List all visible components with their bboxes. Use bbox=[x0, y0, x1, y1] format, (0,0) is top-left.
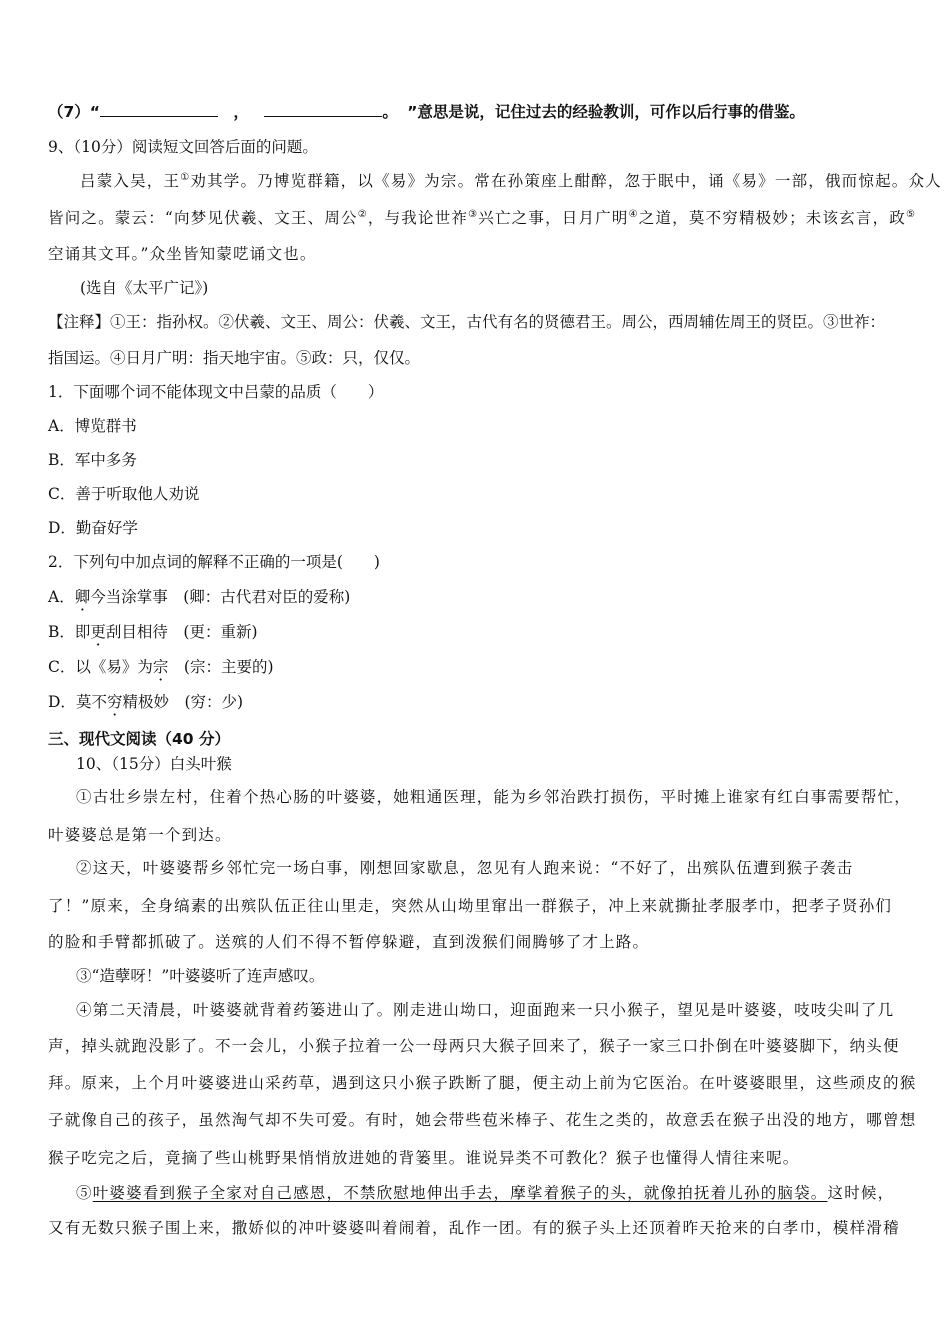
para-3: ③“造孽呀！”叶婆婆听了连声感叹。 bbox=[76, 967, 325, 985]
para-4-line-2: 声，掉头就跑没影了。不一会儿，小猴子拉着一公一母两只大猴子回来了，猴子一家三口扑倒在叶婆婆脚下，纳头便 bbox=[48, 1037, 900, 1055]
q9-sub1-option-c[interactable]: C．善于听取他人劝说 bbox=[48, 485, 200, 503]
para-1-line-2: 叶婆婆总是第一个到达。 bbox=[48, 826, 232, 844]
option-post: 刮目相待 (更：重新) bbox=[105, 623, 258, 641]
q9-sub2-option-b[interactable] bbox=[48, 622, 258, 642]
dotted-word: 宗 bbox=[152, 658, 169, 676]
q9-sub1-option-b[interactable]: B．军中多务 bbox=[48, 451, 137, 469]
q7-suffix: ”意思是说，记住过去的经验教训，可作以后行事的借鉴。 bbox=[407, 103, 805, 121]
option-pre: 以《易》为 bbox=[75, 658, 153, 676]
note-mark-2: ② bbox=[357, 209, 368, 220]
q7-period: 。 bbox=[382, 103, 398, 121]
q9-sub2-question: 2．下列句中加点词的解释不正确的一项是( ) bbox=[48, 553, 380, 571]
para-5-mark: ⑤ bbox=[76, 1184, 93, 1202]
note-mark-1: ① bbox=[180, 172, 191, 183]
q9-heading: 9、（10分）阅读短文回答后面的问题。 bbox=[48, 138, 318, 156]
option-letter: B． bbox=[48, 623, 75, 641]
note-mark-3: ③ bbox=[468, 209, 479, 220]
passage-text: 吕蒙入吴，王 bbox=[80, 172, 181, 190]
passage-text: 劝其学。乃博览群籍，以《易》为宗。常在孙策座上酣醉，忽于眠中，诵《易》一部，俄而惊起。众人 bbox=[190, 172, 942, 190]
option-letter: D． bbox=[48, 693, 76, 711]
dotted-word: 卿 bbox=[74, 588, 91, 606]
para-5-rest: 这时候， bbox=[827, 1184, 895, 1202]
option-letter: A． bbox=[48, 588, 75, 606]
dotted-word: 穷 bbox=[106, 693, 123, 711]
passage-text: 皆问之。蒙云：“向梦见伏羲、文王、周公 bbox=[48, 209, 358, 227]
option-post: 精极妙 (穷：少) bbox=[122, 693, 244, 711]
q9-notes-line-1: 【注释】①王：指孙权。②伏羲、文王、周公：伏羲、文王，古代有名的贤德君王。周公，西周辅佐周王的贤臣。③世祚： bbox=[48, 313, 886, 331]
para-2-line-1: ②这天，叶婆婆帮乡邻忙完一场白事，刚想回家歇息，忽见有人跑来说：“不好了，出殡队伍遭到猴子袭击 bbox=[76, 859, 854, 877]
passage-text: 兴亡之事，日月广明 bbox=[478, 209, 629, 227]
q7-blank-2[interactable] bbox=[264, 102, 382, 117]
note-mark-4: ④ bbox=[628, 209, 639, 220]
option-post: 今当涂掌事 (卿：古代君对臣的爱称) bbox=[90, 588, 351, 606]
para-5-line-2: 又有无数只猴子围上来，撒娇似的冲叶婆婆叫着闹着，乱作一团。有的猴子头上还顶着昨天抢来的白孝巾，模样滑稽 bbox=[48, 1219, 900, 1237]
dotted-word: 更 bbox=[90, 623, 106, 641]
q9-sub2-option-d[interactable] bbox=[48, 692, 243, 712]
option-letter: C． bbox=[48, 658, 76, 676]
para-5-line-1 bbox=[76, 1183, 894, 1203]
q9-passage-line-2 bbox=[48, 208, 916, 228]
underlined-sentence: 叶婆婆看到猴子全家对自己感恩，不禁欣慰地伸出手去，摩挲着猴子的头，就像拍抚着儿孙的脑袋。 bbox=[92, 1184, 828, 1202]
para-4-line-4: 子就像自己的孩子，虽然淘气却不失可爱。有时，她会带些苞米棒子、花生之类的，故意丢在猴子出没的地方，哪曾想 bbox=[48, 1111, 917, 1129]
q7-prefix: （7）“ bbox=[48, 103, 100, 121]
q9-sub1-question: 1．下面哪个词不能体现文中吕蒙的品质（ ） bbox=[48, 383, 384, 401]
q9-passage-line-1 bbox=[80, 171, 942, 191]
option-post: (宗：主要的) bbox=[168, 658, 274, 676]
para-2-line-2: 了！”原来，全身缟素的出殡队伍正往山里走，突然从山坳里窜出一群猴子，冲上来就撕扯孝服孝巾，把孝子贤孙们 bbox=[48, 897, 893, 915]
option-pre: 即 bbox=[74, 623, 91, 641]
q7-comma: ， bbox=[233, 103, 249, 121]
para-4-line-1: ④第二天清晨，叶婆婆就背着药篓进山了。刚走进山坳口，迎面跑来一只小猴子，望见是叶婆婆，吱吱尖叫了几 bbox=[76, 1001, 895, 1019]
q7-blank-1[interactable] bbox=[100, 102, 218, 117]
para-1-line-1: ①古壮乡崇左村，住着个热心肠的叶婆婆，她粗通医理，能为乡邻治跌打损伤，平时摊上谁家有红白事需要帮忙， bbox=[76, 788, 912, 806]
q9-passage-line-3: 空诵其文耳。”众坐皆知蒙呓诵文也。 bbox=[48, 245, 317, 263]
section-3-heading: 三、现代文阅读（40 分） bbox=[48, 730, 230, 748]
para-4-line-3: 拜。原来，上个月叶婆婆进山采药草，遇到这只小猴子跌断了腿，便主动上前为它医治。在叶婆婆眼里，这些顽皮的猴 bbox=[48, 1074, 917, 1092]
q7-line bbox=[48, 102, 805, 122]
q9-sub1-option-d[interactable]: D．勤奋好学 bbox=[48, 519, 138, 537]
passage-text: ，与我论世祚 bbox=[367, 209, 469, 227]
q9-source: (选自《太平广记》) bbox=[80, 279, 209, 297]
option-pre: 莫不 bbox=[75, 693, 107, 711]
q9-sub1-option-a[interactable]: A．博览群书 bbox=[48, 417, 137, 435]
para-2-line-3: 的脸和手臂都抓破了。送殡的人们不得不暂停躲避，直到泼猴们闹腾够了才上路。 bbox=[48, 933, 650, 951]
q9-sub2-option-c[interactable] bbox=[48, 657, 274, 677]
para-4-line-5: 猴子吃完之后，竟摘了些山桃野果悄悄放进她的背篓里。谁说异类不可教化？猴子也懂得人情往来呢。 bbox=[48, 1149, 800, 1167]
note-mark-5: ⑤ bbox=[905, 209, 917, 220]
q9-sub2-option-a[interactable] bbox=[48, 587, 350, 607]
q10-heading: 10、（15分）白头叶猴 bbox=[76, 755, 232, 773]
passage-text: 之道，莫不穷精极妙；未该玄言，政 bbox=[638, 209, 906, 227]
q9-notes-line-2: 指国运。④日月广明：指天地宇宙。⑤政：只，仅仅。 bbox=[48, 349, 421, 367]
